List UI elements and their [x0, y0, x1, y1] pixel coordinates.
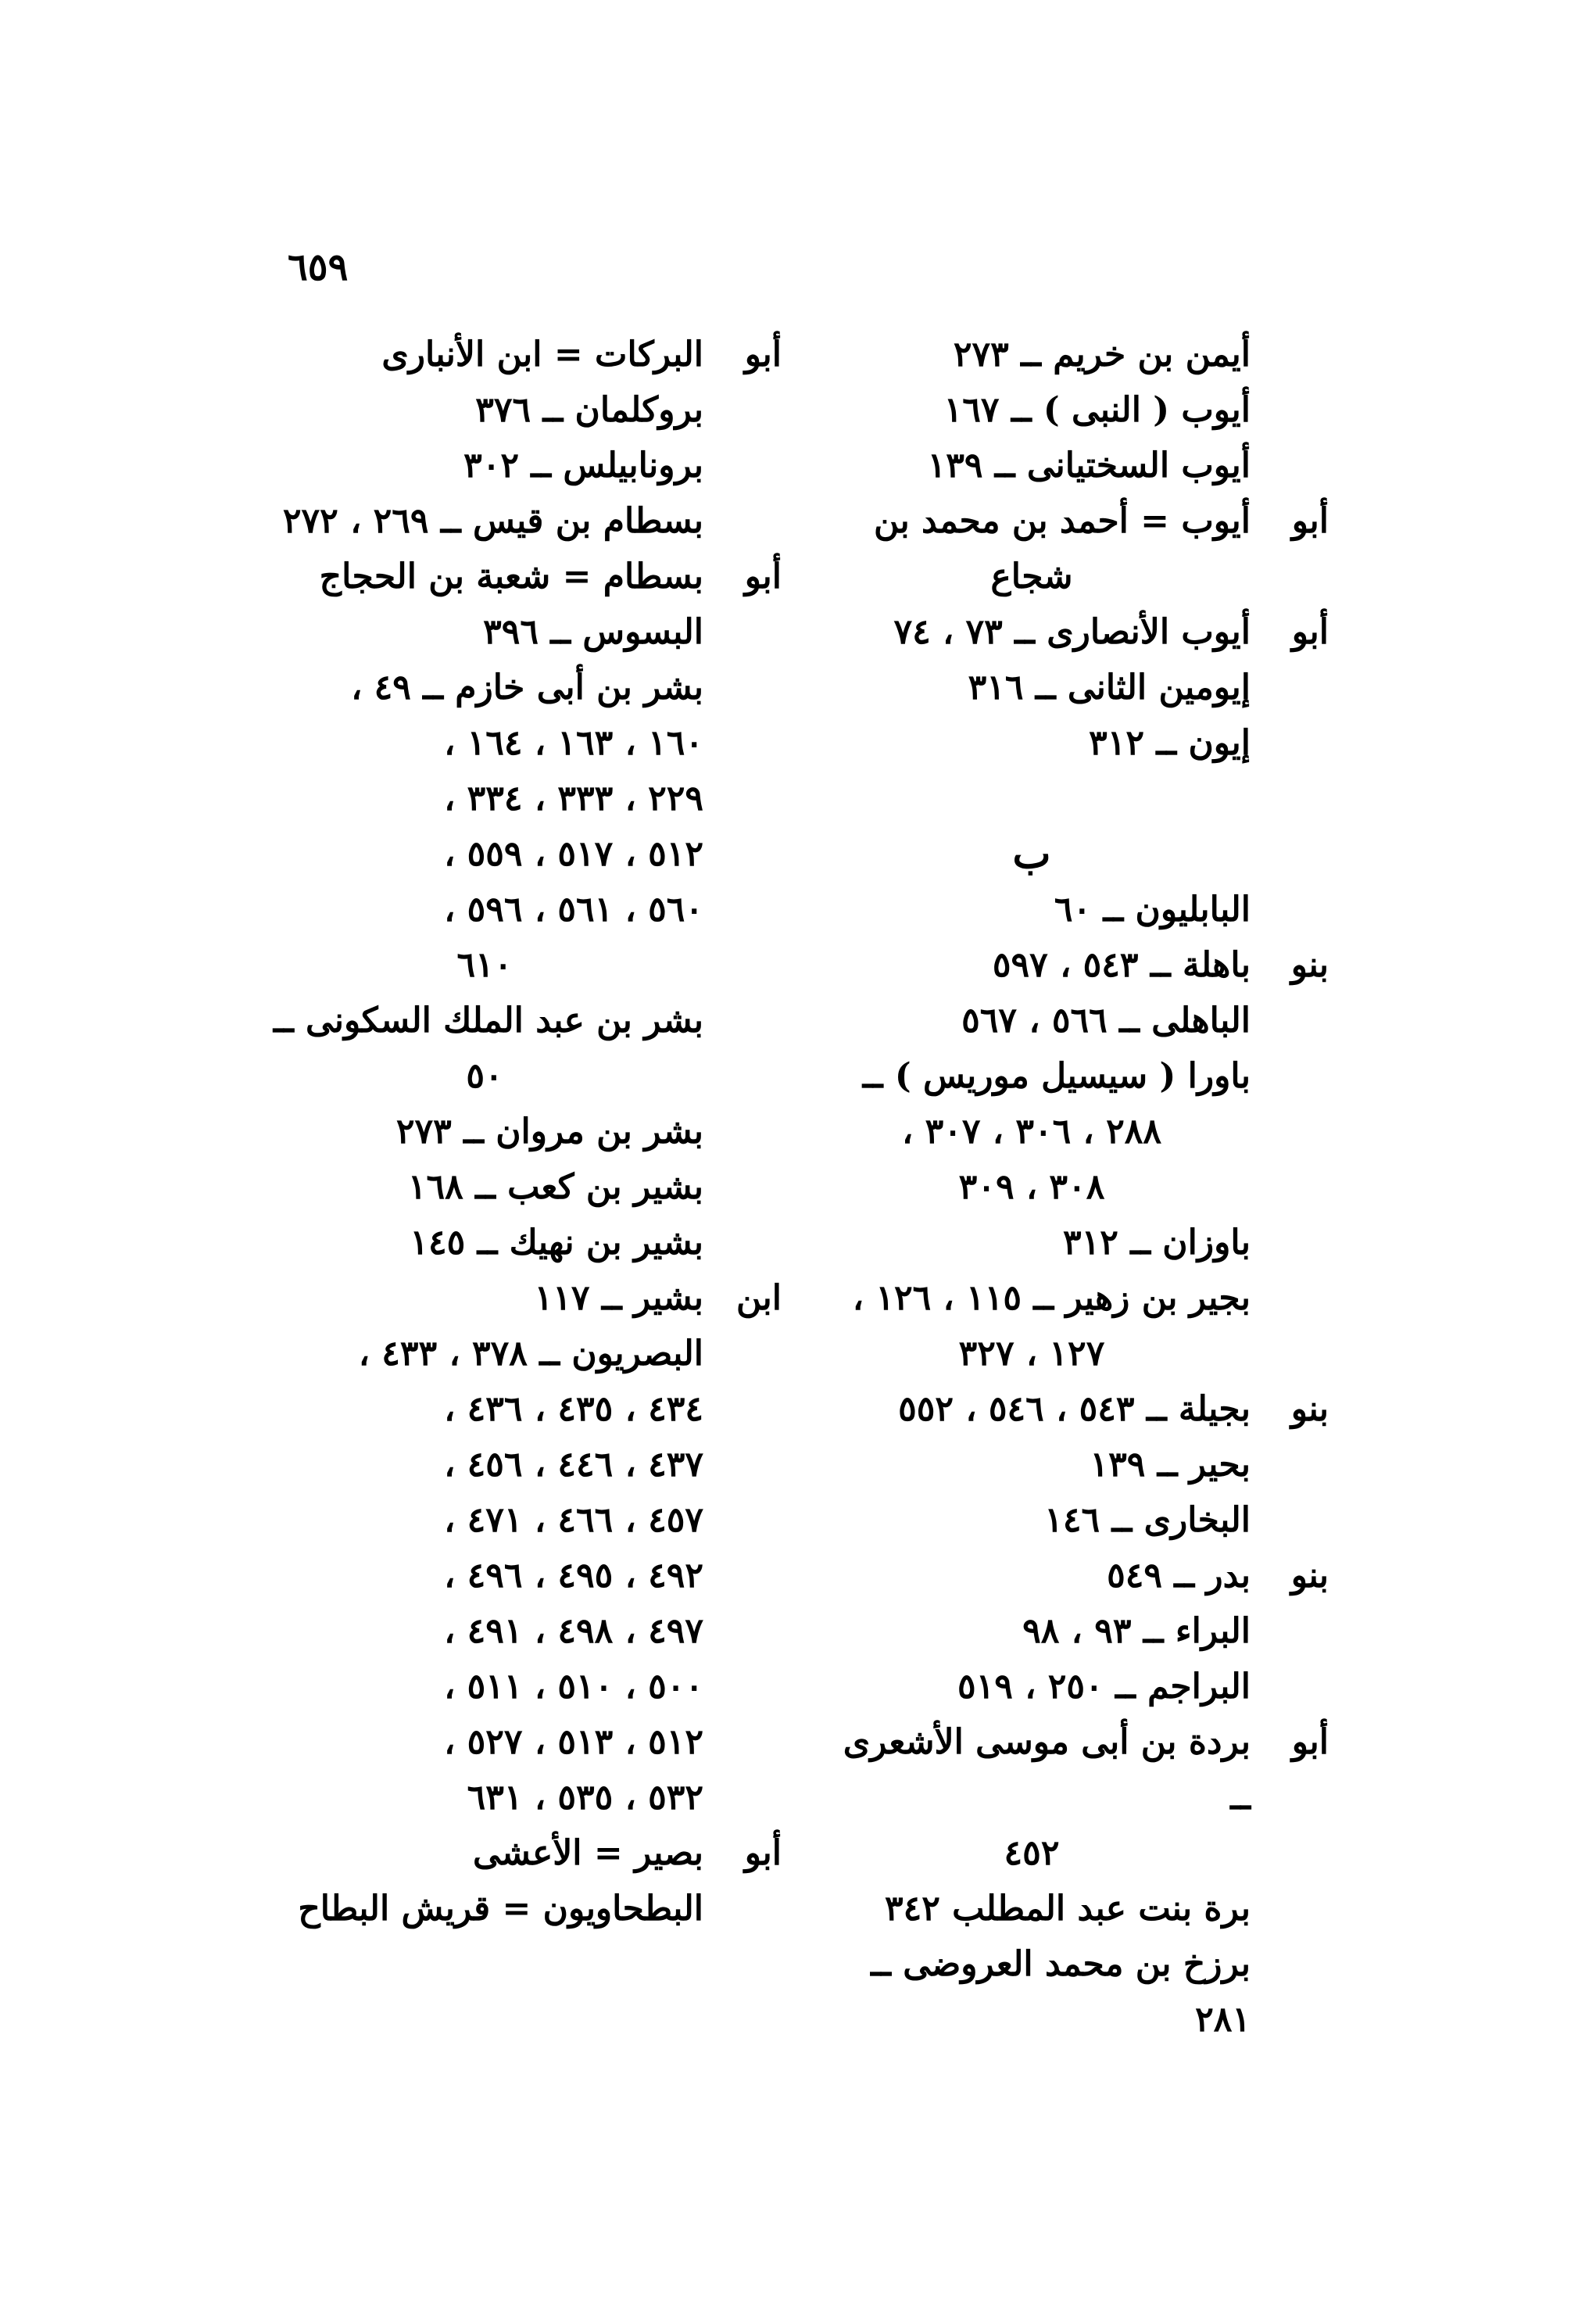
entry-text: أيمن بن خريم ــ ٢٧٣ [953, 335, 1251, 374]
index-entry [813, 882, 1329, 937]
entry-text: البسوس ــ ٣٩٦ [483, 612, 703, 652]
index-entry [266, 1492, 782, 1548]
entry-text: بسطام = شعبة بن الحجاج [319, 557, 703, 596]
entry-text: ٤٥٢ [1004, 1833, 1060, 1873]
entry-prefix: أبو [1291, 1722, 1329, 1762]
index-entry [266, 1159, 782, 1215]
entry-text: بشر بن أبى خازم ــ ٤٩ ، [351, 668, 703, 707]
index-entry [266, 1048, 782, 1104]
index-entry [266, 1215, 782, 1270]
index-entry [266, 1104, 782, 1159]
entry-text: شجاع [990, 557, 1073, 596]
entry-text: الباهلى ــ ٥٦٦ ، ٥٦٧ [961, 1001, 1251, 1040]
index-entry [266, 771, 782, 826]
entry-text: برزخ بن محمد العروضى ــ ٢٨١ [871, 1944, 1251, 2040]
entry-text: برة بنت عبد المطلب ٣٤٢ [884, 1889, 1251, 1929]
index-entry [266, 1326, 782, 1381]
entry-prefix: أبو [744, 1833, 782, 1873]
index-entry [813, 715, 1329, 771]
entry-text: ٤٣٤ ، ٤٣٥ ، ٤٣٦ ، [444, 1389, 703, 1429]
entry-text: ٥١٢ ، ٥١٧ ، ٥٥٩ ، [444, 834, 703, 874]
index-spacer [813, 771, 1329, 826]
entry-text: باورا ( سيسيل موريس ) ــ [862, 1056, 1251, 1096]
index-entry [266, 382, 782, 438]
section-letter [813, 826, 1329, 882]
entry-text: برونابيلس ــ ٣٠٢ [463, 446, 703, 485]
index-entry [266, 1714, 782, 1770]
entry-text: ٥٦٠ ، ٥٦١ ، ٥٩٦ ، [444, 890, 703, 929]
entry-text: ١٦٠ ، ١٦٣ ، ١٦٤ ، [444, 723, 703, 763]
index-entry [266, 1437, 782, 1492]
entry-text: بشير بن نهيك ــ ١٤٥ [410, 1223, 703, 1263]
entry-text: ٣٠٨ ، ٣٠٩ [958, 1167, 1105, 1207]
index-entry [266, 715, 782, 771]
index-entry [266, 1381, 782, 1437]
entry-text: أيوب الأنصارى ــ ٧٣ ، ٧٤ [893, 612, 1251, 652]
entry-text: ٢٢٩ ، ٣٣٣ ، ٣٣٤ ، [444, 779, 703, 818]
index-entry [813, 1936, 1329, 2047]
entry-text: ١٢٧ ، ٣٢٧ [958, 1334, 1105, 1374]
entry-text: ٤٣٧ ، ٤٤٦ ، ٤٥٦ ، [444, 1445, 703, 1485]
entry-text: بجير بن زهير ــ ١١٥ ، ١٢٦ ، [852, 1278, 1251, 1318]
entry-text: بجيلة ــ ٥٤٣ ، ٥٤٦ ، ٥٥٢ [898, 1389, 1251, 1429]
entry-text: بردة بن أبى موسى الأشعرى ــ [843, 1722, 1251, 1818]
entry-text: البراء ــ ٩٣ ، ٩٨ [1022, 1611, 1251, 1651]
index-entry [813, 937, 1329, 993]
entry-text: بروكلمان ــ ٣٧٦ [475, 390, 703, 430]
index-entry [266, 993, 782, 1048]
entry-text: بشير بن كعب ــ ١٦٨ [407, 1167, 703, 1207]
entry-text: ٥٣٢ ، ٥٣٥ ، ٦٣١ [467, 1778, 703, 1818]
index-entry [266, 1881, 782, 1936]
index-entry [813, 327, 1329, 382]
entry-text: بحير ــ ١٣٩ [1090, 1445, 1251, 1485]
entry-text: البابليون ــ ٦٠ [1054, 890, 1251, 929]
index-entry [813, 382, 1329, 438]
index-entry [813, 1603, 1329, 1659]
entry-text: باوزان ــ ٣١٢ [1062, 1223, 1251, 1263]
index-entry [813, 1270, 1329, 1326]
index-entry [266, 493, 782, 549]
index-entry [266, 1770, 782, 1825]
index-entry [813, 604, 1329, 660]
index-entry [266, 604, 782, 660]
index-entry [266, 1825, 782, 1881]
index-entry [266, 882, 782, 937]
entry-text: بشير ــ ١١٧ [534, 1278, 703, 1318]
entry-text: البراجم ــ ٢٥٠ ، ٥١٩ [957, 1667, 1251, 1707]
entry-text: بصير = الأعشى [473, 1833, 703, 1873]
index-entry [813, 1492, 1329, 1548]
index-entry [813, 1215, 1329, 1270]
entry-text: ٤٥٧ ، ٤٦٦ ، ٤٧١ ، [444, 1500, 703, 1540]
entry-prefix: أبو [1291, 612, 1329, 652]
entry-text: إيومين الثانى ــ ٣١٦ [968, 668, 1251, 707]
right-column [813, 327, 1329, 2047]
entry-text: بشر بن عبد الملك السكونى ــ [273, 1001, 703, 1040]
index-entry [266, 327, 782, 382]
entry-text: البخارى ــ ١٤٦ [1044, 1500, 1251, 1540]
entry-prefix: بنو [1290, 1389, 1329, 1429]
entry-text: أيوب = أحمد بن محمد بن [873, 501, 1251, 541]
index-entry [266, 1548, 782, 1603]
entry-text: ٤٩٢ ، ٤٩٥ ، ٤٩٦ ، [444, 1556, 703, 1596]
index-entry [813, 549, 1329, 604]
entry-prefix: بنو [1290, 945, 1329, 985]
index-entry [813, 1825, 1329, 1881]
page-number: ٦٥٩ [288, 245, 349, 289]
entry-prefix: أبو [744, 557, 782, 596]
index-entry [813, 1659, 1329, 1714]
entry-text: ب [1012, 830, 1051, 878]
index-entry [266, 1659, 782, 1714]
entry-text: ٥١٢ ، ٥١٣ ، ٥٢٧ ، [444, 1722, 703, 1762]
entry-text: ٢٨٨ ، ٣٠٦ ، ٣٠٧ ، [902, 1112, 1161, 1152]
index-entry [266, 438, 782, 493]
entry-text: البصريون ــ ٣٧٨ ، ٤٣٣ ، [358, 1334, 703, 1374]
index-entry [813, 1881, 1329, 1936]
index-entry [813, 1048, 1329, 1104]
index-entry [266, 937, 782, 993]
entry-text: بشر بن مروان ــ ٢٧٣ [395, 1112, 703, 1152]
entry-text: البركات = ابن الأنبارى [381, 335, 703, 374]
entry-text: ٤٩٧ ، ٤٩٨ ، ٤٩١ ، [444, 1611, 703, 1651]
index-entry [266, 1270, 782, 1326]
entry-text: إيون ــ ٣١٢ [1089, 723, 1251, 763]
index-entry [813, 438, 1329, 493]
entry-prefix: أبو [744, 335, 782, 374]
index-entry [813, 1437, 1329, 1492]
index-entry [266, 660, 782, 715]
index-entry [266, 826, 782, 882]
index-entry [813, 1548, 1329, 1603]
entry-text: ٥٠٠ ، ٥١٠ ، ٥١١ ، [444, 1667, 703, 1707]
entry-prefix: ابن [736, 1278, 782, 1318]
index-entry [813, 660, 1329, 715]
entry-text: أيوب السختيانى ــ ١٣٩ [927, 446, 1251, 485]
left-column [266, 327, 782, 1936]
index-entry [813, 1326, 1329, 1381]
index-entry [813, 1159, 1329, 1215]
entry-text: أيوب ( النبى ) ــ ١٦٧ [943, 390, 1251, 430]
entry-prefix: أبو [1291, 501, 1329, 541]
entry-text: باهلة ــ ٥٤٣ ، ٥٩٧ [992, 945, 1251, 985]
index-entry [266, 1603, 782, 1659]
entry-text: بسطام بن قيس ــ ٢٦٩ ، ٢٧٢ [282, 501, 703, 541]
index-entry [266, 549, 782, 604]
entry-text: ٥٠ [466, 1056, 503, 1096]
entry-text: البطحاويون = قريش البطاح [298, 1889, 703, 1929]
index-entry [813, 1714, 1329, 1825]
index-entry [813, 993, 1329, 1048]
entry-text: بدر ــ ٥٤٩ [1107, 1556, 1251, 1596]
entry-text: ٦١٠ [456, 945, 513, 985]
index-entry [813, 493, 1329, 549]
entry-prefix: بنو [1290, 1556, 1329, 1596]
index-entry [813, 1381, 1329, 1437]
index-entry [813, 1104, 1329, 1159]
